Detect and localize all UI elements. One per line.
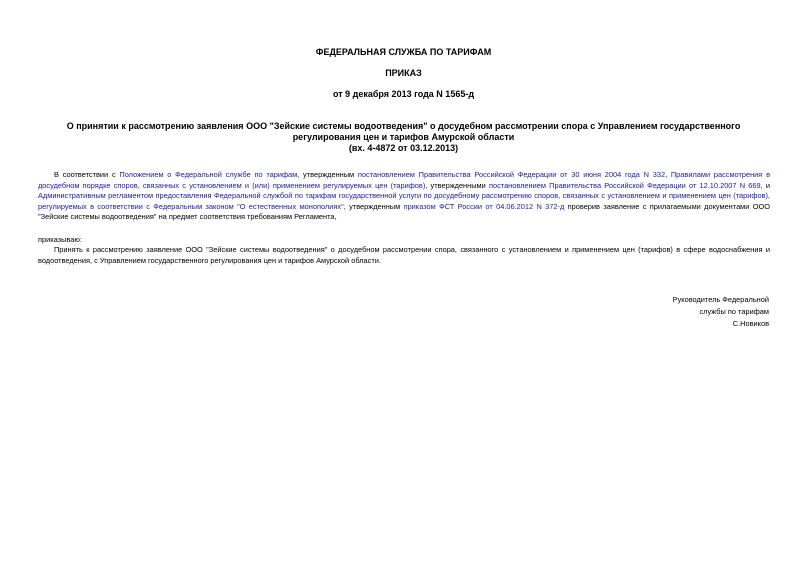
order-paragraph: Принять к рассмотрению заявление ООО "Зейские системы водоотведения" о досудебном рассмотрении спора, связанного с установлением и применением цен (тарифов) в сфере водоснабжения и водоотведения, с Управлением государственного регулирования цен и тарифов Амурской области. (38, 245, 770, 265)
text-segment: В соответствии с (54, 170, 120, 179)
document-date: от 9 декабря 2013 года N 1565-д (332, 89, 475, 99)
text-segment: , и (760, 180, 770, 190)
title-line-2: регулирования цен и тарифов Амурской области (292, 132, 515, 142)
signature-department: службы по тарифам (699, 307, 769, 316)
title-line-1: О принятии к рассмотрению заявления ООО "Зейские системы водоотведения" о досудебном рассмотрении спора с Управлением государственного (66, 121, 741, 131)
order-word: приказываю: (38, 235, 82, 244)
link-government-decree-332[interactable]: постановлением Правительства Российской Федерации от 30 июня 2004 года N 332 (357, 170, 666, 179)
text-segment: проверив заявление с прилагаемыми документами ООО "Зейские системы водоотведения" на предмет соответствия требованиям Регламента, (38, 201, 770, 221)
link-dispute-rules[interactable]: Правилами рассмотрения в досудебном порядке споров, связанных с установлением и (или) применением регулируемых цен (тарифов) (38, 170, 770, 190)
link-fst-order-372[interactable]: приказом ФСТ России от 04.06.2012 N 372-д (403, 201, 565, 211)
agency-name: ФЕДЕРАЛЬНАЯ СЛУЖБА ПО ТАРИФАМ (315, 47, 492, 57)
title-line-3: (вх. 4-4872 от 03.12.2013) (348, 143, 459, 153)
text-segment: , утвержденным (297, 170, 358, 179)
text-segment: , утвержденным (343, 201, 404, 211)
preamble-paragraph (38, 170, 770, 223)
link-administrative-regulation[interactable]: Административным регламентом предоставления Федеральной службой по тарифам государственной услуги по досудебному рассмотрению споров, связанных с установлением и применением цен (тарифов), регулируемых в соответствии с Федеральным законом "О естественных монополиях" (38, 191, 770, 211)
signature-block (673, 294, 769, 330)
text-segment: , утвержденными (425, 180, 489, 190)
document-title (55, 121, 752, 154)
link-government-decree-669[interactable]: постановлением Правительства Российской Федерации от 12.10.2007 N 669 (488, 180, 761, 190)
text-segment: , (665, 170, 671, 179)
link-fst-regulation[interactable]: Положением о Федеральной службе по тарифам (119, 170, 298, 179)
document-type: ПРИКАЗ (385, 68, 422, 78)
signature-name: С.Новиков (732, 319, 769, 328)
signature-position: Руководитель Федеральной (672, 295, 769, 304)
